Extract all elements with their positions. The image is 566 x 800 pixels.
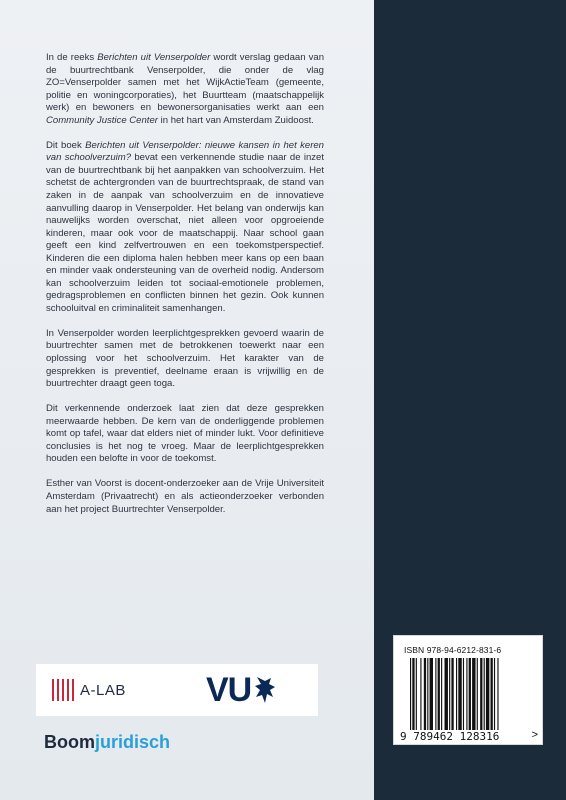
publisher-logo xyxy=(44,732,170,753)
vu-logo xyxy=(206,670,279,710)
a-lab-logo xyxy=(52,676,126,704)
a-lab-text: A-LAB xyxy=(80,681,126,699)
barcode-label xyxy=(393,635,543,745)
vu-text: VU xyxy=(206,670,252,709)
a-lab-bars-icon xyxy=(52,679,74,701)
partner-logos xyxy=(36,664,318,716)
barcode-bars xyxy=(410,658,530,730)
blurb-text xyxy=(46,52,324,529)
publisher-name-boom: Boom xyxy=(44,732,95,752)
isbn-number: ISBN 978-94-6212-831-6 xyxy=(404,645,502,655)
ean-arrow: > xyxy=(531,729,538,741)
blurb-paragraph-4: Dit verkennende onderzoek laat zien dat deze gesprekken meerwaarde hebben. De kern van de onderliggende problemen komt op tafel, waar dat elders niet of minder lukt. Voor definitieve conclusies is het nog te vroeg. Maar de leerplichtgesprekken houden een belofte in voor de toekomst. xyxy=(46,403,324,465)
blurb-paragraph-5: Esther van Voorst is docent-onderzoeker aan de Vrije Universiteit Amsterdam (Privaatrecht) en als actieonderzoeker verbonden aan het project Buurtrechter Venserpolder. xyxy=(46,478,324,515)
ean-digits: 9 789462 128316 xyxy=(400,730,500,743)
publisher-name-juridisch: juridisch xyxy=(95,732,171,752)
blurb-paragraph-1: In de reeks Berichten uit Venserpolder wordt verslag gedaan van de buurtrechtbank Venserpolder, die onder de vlag ZO=Venserpolder samen met het WijkActieTeam (gemeente, politie en woningcorporaties), het Buurtteam (maatschappelijk werk) en bewoners en bewonersorganisaties werkt aan een Community Justice Center in het hart van Amsterdam Zuidoost. xyxy=(46,52,325,126)
blurb-paragraph-2: Dit boek Berichten uit Venserpolder: nieuwe kansen in het keren van schoolverzuim? bevat een verkennende studie naar de inzet van de buurtrechtbank bij het aanpakken van schoolverzuim. Het schetst de achtergronden van de buurtrechtspraak, de stand van zaken in de aanpak van schoolverzuim en de innovatieve aanvulling daarop in Venserpolder. Het belang van onderwijs kan nauwelijks worden overschat, niet alleen voor opgroeiende kinderen, maar ook voor de maatschappij. Naar school gaan geeft een kind zelfvertrouwen en een toekomstperspectief. Kinderen die een diploma halen hebben meer kans op een baan en minder vaak ondersteuning van de overheid nodig. Andersom kan schoolverzuim leiden tot sociaal-emotionele problemen, gedragsproblemen en conflicten binnen het gezin. Ook kunnen schooluitval en criminaliteit samenhangen. xyxy=(46,139,325,314)
blurb-paragraph-3: In Venserpolder worden leerplichtgesprekken gevoerd waarin de buurtrechter samen met de betrokkenen toewerkt naar een oplossing voor het schoolverzuim. Het karakter van de gesprekken is preventief, deelname eraan is vrijwillig en de buurtrechter draagt geen toga. xyxy=(46,327,324,390)
griffin-icon xyxy=(253,675,279,705)
